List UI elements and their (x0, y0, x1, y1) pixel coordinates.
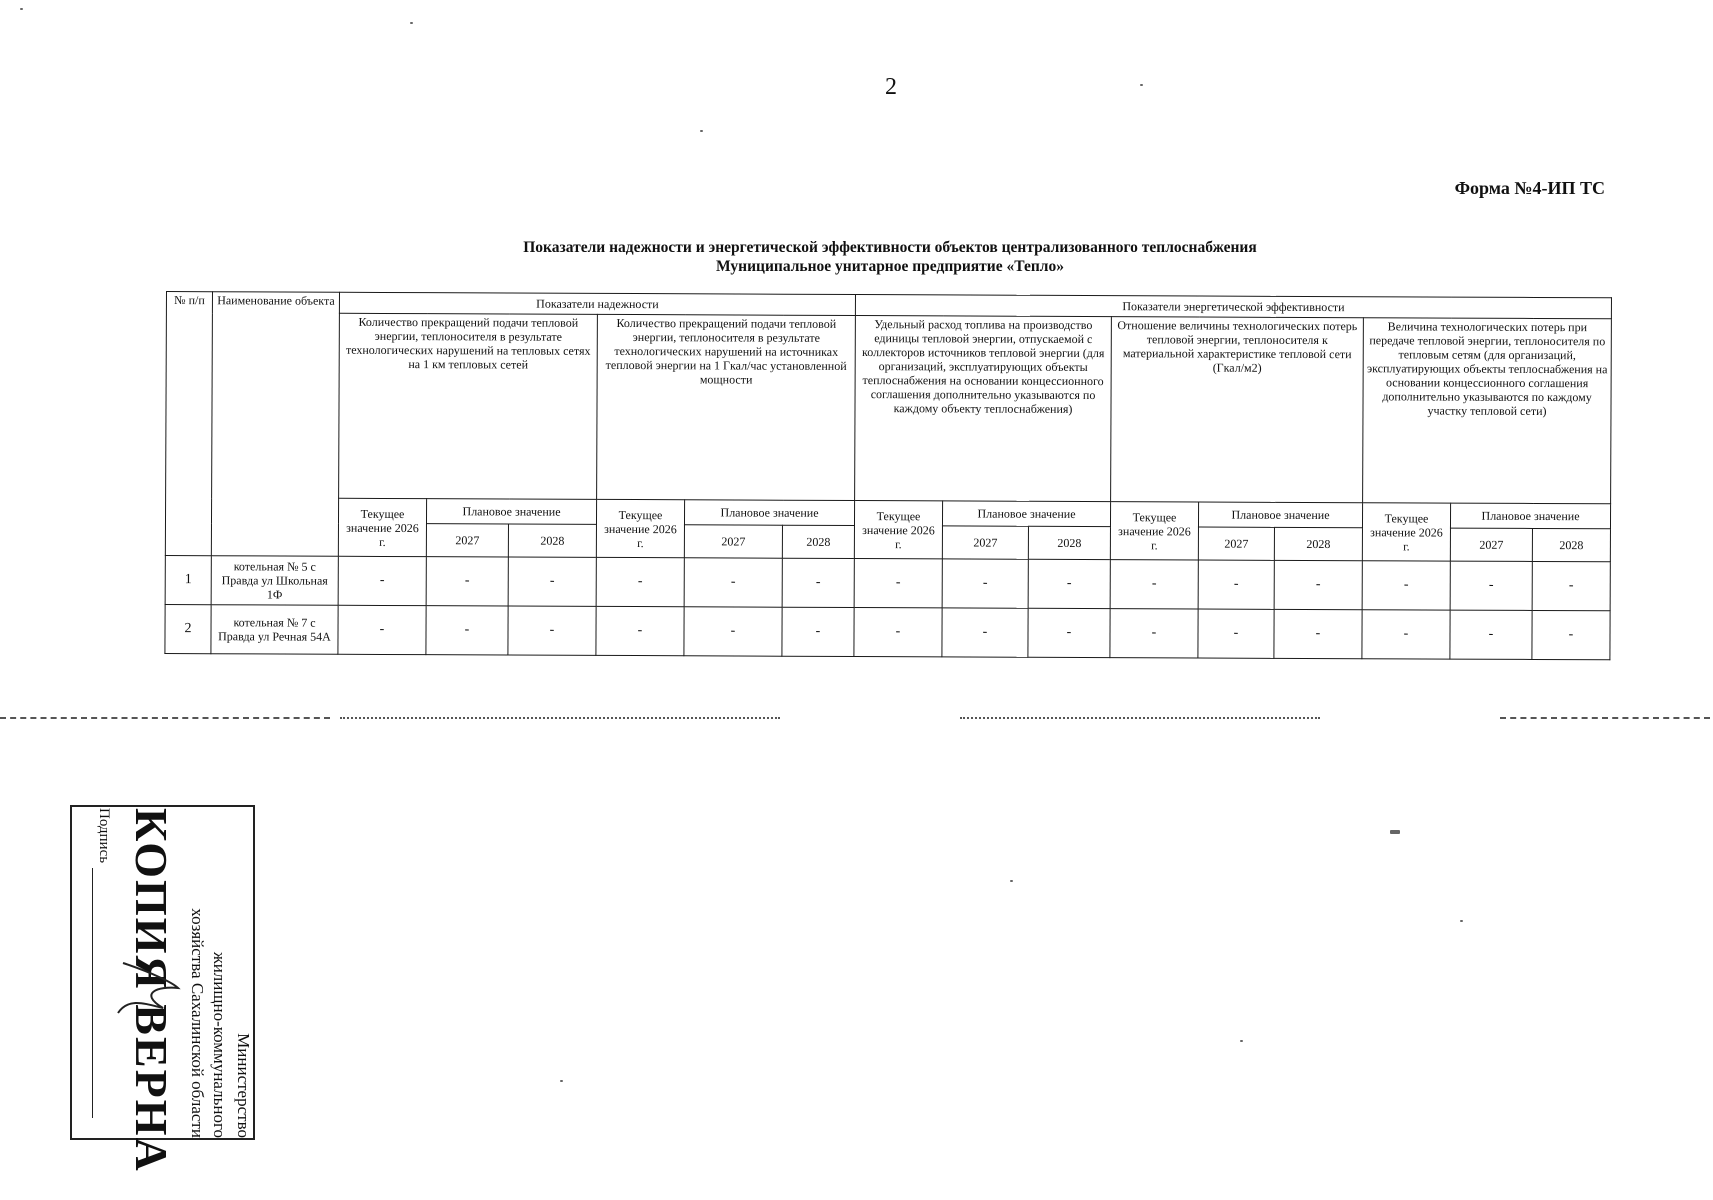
fold-line (340, 717, 780, 719)
value-cell: - (596, 557, 684, 606)
value-cell: - (782, 558, 854, 607)
year-header: 2028 (1274, 527, 1362, 560)
stamp-ministry: Министерство (233, 1032, 253, 1138)
value-cell: - (684, 607, 782, 656)
scan-speck (1140, 84, 1143, 86)
value-cell: - (942, 608, 1028, 657)
signature-line (92, 868, 93, 1118)
value-cell: - (1110, 609, 1198, 658)
stamp-copy-true: КОПИЯ ВЕРНА (125, 807, 177, 1173)
current-value-header: Текущее значение 2026 г. (338, 498, 426, 556)
year-header: 2027 (684, 525, 782, 558)
value-cell: - (1198, 609, 1274, 658)
value-cell: - (508, 557, 596, 606)
indicator-header: Количество прекращений подачи тепловой энергии, теплоносителя в результате технологических нарушений на тепловых сетях на 1 км тепловых сетей (339, 313, 598, 499)
stamp-department: жилищно-коммунального (209, 951, 229, 1138)
value-cell: - (1274, 609, 1362, 658)
title-line-1: Показатели надежности и энергетической эффективности объектов централизованного теплоснабжения (523, 239, 1257, 256)
document-title (400, 238, 1380, 276)
value-cell: - (338, 556, 426, 605)
header-reliability-group: Показатели надежности (339, 292, 855, 315)
indicators-table (164, 291, 1612, 660)
form-label: Форма №4-ИП ТС (1454, 178, 1605, 198)
object-name: котельная № 5 с Правда ул Школьная 1Ф (211, 556, 338, 606)
value-cell: - (426, 557, 508, 606)
scan-speck (560, 1080, 563, 1082)
value-cell: - (854, 608, 942, 657)
scan-speck (1390, 830, 1400, 834)
value-cell: - (1450, 561, 1532, 610)
handwritten-signature (113, 958, 183, 1018)
header-efficiency-group: Показатели энергетической эффективности (855, 295, 1611, 319)
value-cell: - (596, 606, 684, 655)
value-cell: - (1198, 560, 1274, 609)
value-cell: - (1028, 559, 1110, 608)
title-line-2: Муниципальное унитарное предприятие «Тепло» (715, 258, 1064, 275)
year-header: 2027 (1450, 528, 1532, 561)
indicator-header: Количество прекращений подачи тепловой энергии, теплоносителя в результате технологических нарушений на источниках тепловой энергии на 1 Гкал/час установленной мощности (597, 314, 856, 500)
value-cell: - (508, 606, 596, 655)
stamp-signature-label: Подпись (95, 807, 112, 863)
fold-line (960, 717, 1320, 719)
year-header: 2028 (508, 524, 596, 557)
year-header: 2027 (942, 526, 1028, 559)
fold-line (1500, 717, 1710, 719)
value-cell: - (854, 559, 942, 608)
current-value-header: Текущее значение 2026 г. (1362, 503, 1450, 561)
header-number: № п/п (165, 292, 212, 556)
scan-speck (1460, 920, 1463, 922)
planned-value-header: Плановое значение (1450, 503, 1610, 529)
scan-speck (1240, 1040, 1243, 1042)
value-cell: - (1450, 610, 1532, 659)
value-cell: - (426, 606, 508, 655)
object-name: котельная № 7 с Правда ул Речная 54А (211, 605, 338, 655)
stamp-region: хозяйства Сахалинской области (187, 907, 207, 1138)
table-row (165, 555, 1610, 610)
planned-value-header: Плановое значение (684, 500, 854, 526)
value-cell: - (1110, 560, 1198, 609)
value-cell: - (782, 607, 854, 656)
value-cell: - (1274, 560, 1362, 609)
year-header: 2028 (782, 525, 854, 558)
planned-value-header: Плановое значение (942, 501, 1110, 527)
page-number: 2 (885, 74, 897, 100)
value-cell: - (338, 605, 426, 654)
year-header: 2028 (1028, 526, 1110, 559)
value-cell: - (1532, 610, 1610, 659)
table-row (165, 604, 1610, 659)
planned-value-header: Плановое значение (426, 499, 596, 525)
value-cell: - (942, 559, 1028, 608)
value-cell: - (1028, 608, 1110, 657)
current-value-header: Текущее значение 2026 г. (1110, 502, 1198, 560)
year-header: 2027 (426, 524, 508, 557)
scan-speck (700, 130, 703, 132)
indicator-header: Удельный расход топлива на производство единицы тепловой энергии, отпускаемой с коллекторов источников тепловой энергии (для организаций, эксплуатирующих объекты теплоснабжения на основании концессионного соглашения дополнительно указываются по каждому объекту теплоснабжения) (855, 316, 1112, 502)
header-object-name: Наименование объекта (211, 292, 339, 557)
year-header: 2028 (1532, 528, 1610, 561)
year-header: 2027 (1198, 527, 1274, 560)
value-cell: - (1532, 561, 1610, 610)
scan-speck (20, 8, 23, 10)
row-number: 2 (165, 604, 211, 653)
row-number: 1 (165, 555, 211, 604)
value-cell: - (1362, 610, 1450, 659)
indicator-header: Отношение величины технологических потерь тепловой энергии, теплоносителя к материальной характеристике тепловой сети (Гкал/м2) (1111, 317, 1364, 503)
scan-speck (1010, 880, 1013, 882)
current-value-header: Текущее значение 2026 г. (854, 501, 942, 559)
value-cell: - (684, 558, 782, 607)
certified-copy-stamp (70, 805, 255, 1173)
value-cell: - (1362, 561, 1450, 610)
current-value-header: Текущее значение 2026 г. (596, 499, 684, 557)
fold-line (0, 717, 330, 719)
planned-value-header: Плановое значение (1198, 502, 1362, 528)
scan-speck (410, 22, 413, 24)
indicator-header: Величина технологических потерь при передаче тепловой энергии, теплоносителя по тепловым сетям (для организаций, эксплуатирующих объекты теплоснабжения на основании концессионного соглашения дополнительно указываются по каждому участку тепловой сети) (1363, 318, 1612, 504)
